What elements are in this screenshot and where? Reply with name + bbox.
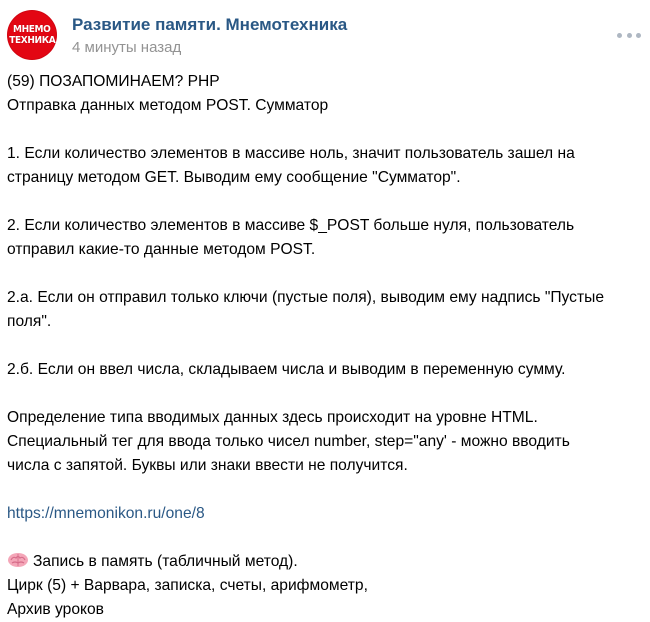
group-avatar[interactable] — [7, 10, 57, 60]
brain-icon — [7, 552, 29, 568]
more-dot — [617, 33, 622, 38]
paragraph-5-line-1: Определение типа вводимых данных здесь происходит на уровне HTML. — [7, 409, 538, 426]
memory-line-3: Архив уроков — [7, 601, 104, 618]
paragraph-3-line-2: поля". — [7, 313, 52, 330]
avatar-text-line-2: ТЕХНИКА — [8, 35, 56, 46]
memory-line-2: Цирк (5) + Варвара, записка, счеты, арифмометр, — [7, 577, 368, 594]
link-line — [7, 502, 647, 526]
paragraph-gap — [7, 190, 647, 214]
paragraph-2-line-1: 2. Если количество элементов в массиве $_POST больше нуля, пользователь — [7, 217, 575, 234]
paragraph-3-line-1: 2.а. Если он отправил только ключи (пустые поля), выводим ему надпись "Пустые — [7, 289, 605, 306]
paragraph-gap — [7, 118, 647, 142]
paragraph-gap — [7, 526, 647, 550]
paragraph-gap — [7, 382, 647, 406]
paragraph-gap — [7, 262, 647, 286]
memory-line — [7, 550, 647, 574]
memory-text: Запись в память (табличный метод). — [33, 553, 298, 570]
paragraph-gap — [7, 334, 647, 358]
paragraph-1-line-1: 1. Если количество элементов в массиве ноль, значит пользователь зашел на — [7, 145, 575, 162]
more-options-icon[interactable] — [617, 30, 641, 40]
avatar-text-line-1: МНЕМО — [13, 24, 51, 35]
paragraph-gap — [7, 478, 647, 502]
paragraph-2-line-2: отправил какие-то данные методом POST. — [7, 241, 316, 258]
post-title-line: (59) ПОЗАПОМИНАЕМ? PHP — [7, 73, 220, 90]
paragraph-4-line-1: 2.б. Если он ввел числа, складываем числа и выводим в переменную сумму. — [7, 361, 566, 378]
post-header — [7, 10, 643, 60]
post-text — [7, 70, 647, 622]
group-name-link[interactable]: Развитие памяти. Мнемотехника — [72, 15, 348, 34]
post-time-link[interactable]: 4 минуты назад — [72, 39, 182, 56]
more-dot — [627, 33, 632, 38]
more-dot — [636, 33, 641, 38]
paragraph-1-line-2: страницу методом GET. Выводим ему сообщение "Сумматор". — [7, 169, 461, 186]
post-subtitle-line: Отправка данных методом POST. Сумматор — [7, 97, 329, 114]
paragraph-5-line-2: Специальный тег для ввода только чисел number, step="any' - можно вводить — [7, 433, 570, 450]
paragraph-5-line-3: числа с запятой. Буквы или знаки ввести не получится. — [7, 457, 408, 474]
external-link[interactable]: https://mnemonikon.ru/one/8 — [7, 505, 205, 522]
